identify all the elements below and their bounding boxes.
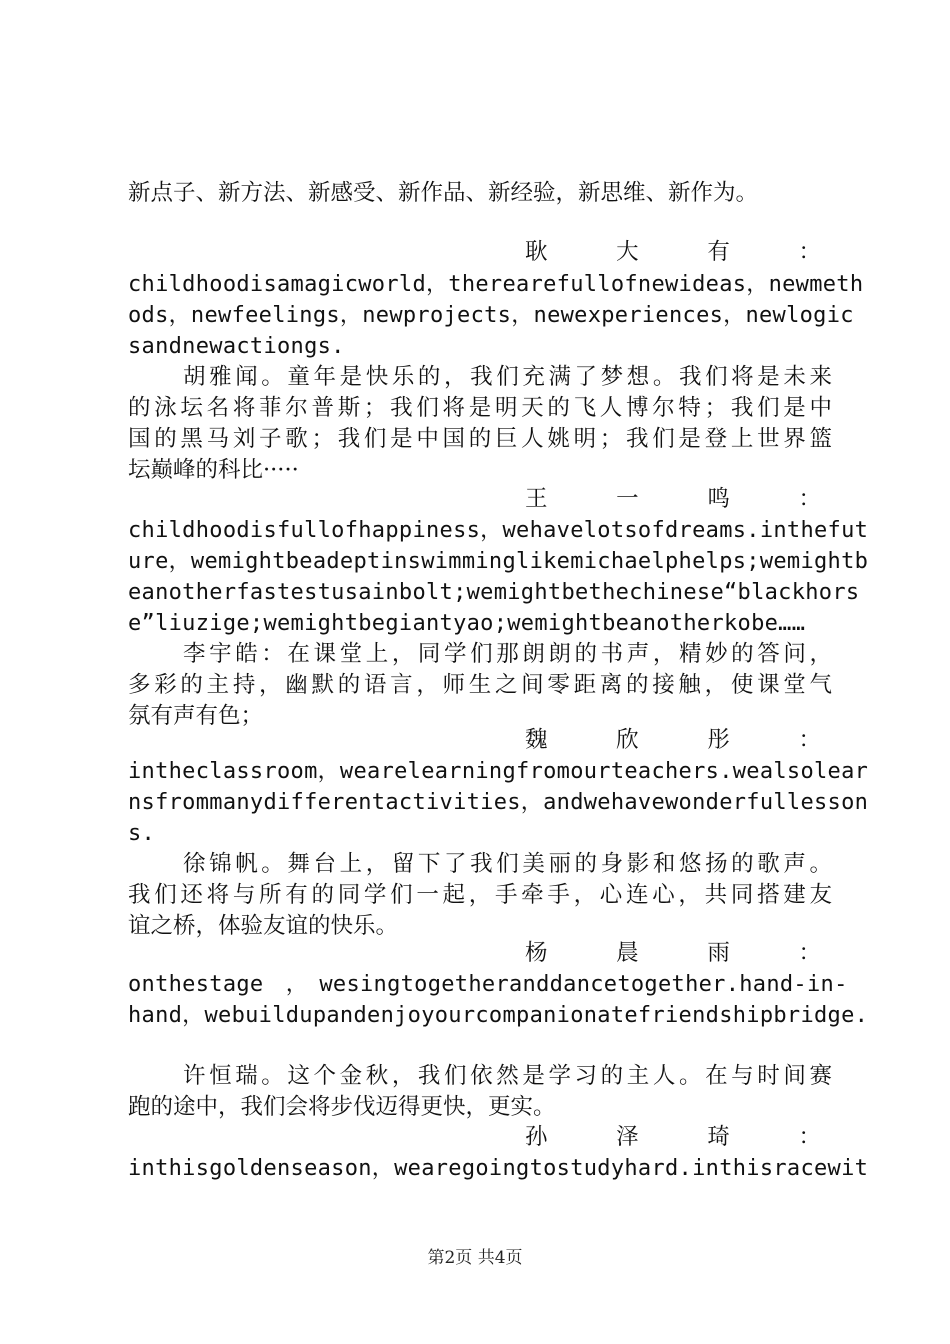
page-footer: 第2页 共4页 [427, 1248, 523, 1268]
text-line: e”liuzige;wemightbegiantyao;wemightbeanotherkobe…… [128, 611, 806, 636]
text-line: intheclassroom，wearelearningfromourteachers.wealsolear [128, 759, 869, 784]
speaker-char: 王 [525, 486, 548, 512]
text-line: 新点子、新方法、新感受、新作品、新经验，新思维、新作为。 [128, 180, 759, 206]
text-line: inthisgoldenseason，wearegoingtostudyhard.inthisracewit [128, 1156, 869, 1181]
speaker-colon: ： [798, 486, 821, 512]
text-line: 李宇皓：在课堂上，同学们那朗朗的书声，精妙的答问， [183, 641, 832, 667]
speaker-char: 欣 [616, 727, 639, 753]
text-line: 胡雅闻。童年是快乐的，我们充满了梦想。我们将是未来 [183, 364, 832, 390]
text-line: s. [128, 821, 156, 846]
text-line: 的泳坛名将菲尔普斯；我们将是明天的飞人博尔特；我们是中 [128, 395, 832, 421]
text-line: 我们还将与所有的同学们一起，手牵手，心连心，共同搭建友 [128, 882, 832, 908]
text-line: childhoodisfullofhappiness，wehavelotsofdreams.inthefut [128, 518, 869, 543]
text-line: 跑的途中，我们会将步伐迈得更快，更实。 [128, 1094, 556, 1120]
text-line: 国的黑马刘子歌；我们是中国的巨人姚明；我们是登上世界篮 [128, 426, 832, 452]
speaker-char: 一 [616, 486, 639, 512]
speaker-char: 魏 [525, 727, 548, 753]
text-line: sandnewactiongs. [128, 334, 345, 359]
text-line: 许恒瑞。这个金秋，我们依然是学习的主人。在与时间赛 [183, 1063, 832, 1089]
text-line: onthestage ， wesingtogetheranddancetogether.hand-in- [128, 972, 848, 997]
text-line: nsfrommanydifferentactivities，andwehavewonderfullesson [128, 790, 869, 815]
speaker-char: 孙 [525, 1124, 548, 1150]
speaker-label [525, 938, 821, 969]
speaker-char: 晨 [616, 940, 639, 966]
speaker-char: 杨 [525, 940, 548, 966]
speaker-char: 大 [616, 239, 639, 265]
speaker-colon: ： [798, 940, 821, 966]
speaker-label [525, 1122, 821, 1153]
text-line: 坛巅峰的科比····· [128, 457, 299, 483]
text-line: ods，newfeelings，newprojects，newexperiences，newlogic [128, 303, 854, 328]
speaker-colon: ： [798, 1124, 821, 1150]
text-line: 谊之桥，体验友谊的快乐。 [128, 913, 399, 939]
speaker-colon: ： [798, 239, 821, 265]
speaker-char: 有 [707, 239, 730, 265]
text-line: childhoodisamagicworld，therearefullofnewideas，newmeth [128, 272, 864, 297]
speaker-char: 鸣 [707, 486, 730, 512]
speaker-char: 泽 [616, 1124, 639, 1150]
speaker-label [525, 237, 821, 268]
speaker-char: 耿 [525, 239, 548, 265]
speaker-char: 雨 [707, 940, 730, 966]
text-line: eanotherfastestusainbolt;wemightbethechinese“blackhors [128, 580, 860, 605]
text-line: 氛有声有色； [128, 703, 264, 729]
text-line: ure，wemightbeadeptinswimminglikemichaelphelps;wemightb [128, 549, 869, 574]
text-line: 徐锦帆。舞台上，留下了我们美丽的身影和悠扬的歌声。 [183, 851, 832, 877]
speaker-colon: ： [798, 727, 821, 753]
speaker-label [525, 725, 821, 756]
text-line: 多彩的主持，幽默的语言，师生之间零距离的接触，使课堂气 [128, 672, 832, 698]
speaker-char: 琦 [707, 1124, 730, 1150]
text-line: hand，webuildupandenjoyourcompanionatefriendshipbridge. [128, 1003, 869, 1028]
speaker-char: 彤 [707, 727, 730, 753]
speaker-label [525, 484, 821, 515]
